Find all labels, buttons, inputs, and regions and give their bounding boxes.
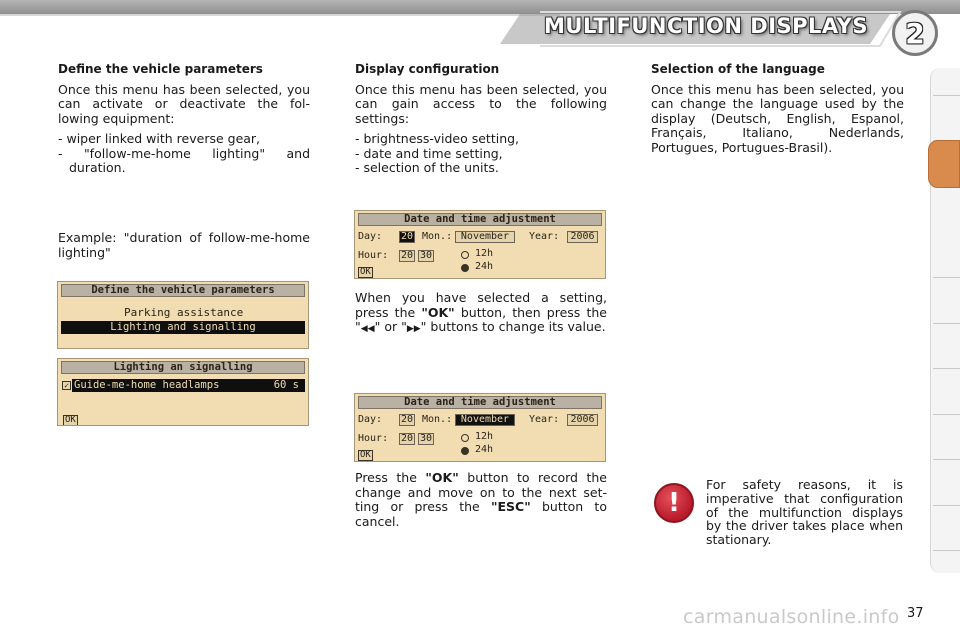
instruction-select-setting <box>355 291 607 337</box>
section-heading: Define the vehicle parameters <box>58 62 263 76</box>
tab-divider <box>933 323 960 324</box>
section-intro: Once this menu has been selected, you can gain access to the following settings: <box>355 81 607 126</box>
day-label: Day: <box>358 414 383 425</box>
hour-field: 20 <box>400 250 414 261</box>
hour-label: Hour: <box>358 250 389 261</box>
option-24h: 24h <box>475 444 494 455</box>
list-item: - date and time setting, <box>355 145 503 161</box>
hour-label: Hour: <box>358 433 389 444</box>
watermark: carmanualsonline.info <box>683 606 900 628</box>
ok-button: OK <box>65 415 76 425</box>
list-item: - brightness-video setting, <box>355 131 520 146</box>
page-number: 37 <box>907 606 924 621</box>
screen-title: Date and time adjustment <box>358 213 602 226</box>
tab-divider <box>933 368 960 369</box>
tab-divider <box>933 277 960 278</box>
esc-label: "ESC" <box>490 499 531 514</box>
tab-divider <box>933 414 960 415</box>
year-field: 2006 <box>567 231 598 243</box>
screen-title: Define the vehicle parameters <box>61 284 305 297</box>
safety-warning-text: For safety reasons, it is imperative that configuration of the multifunction displays by the driver takes place when stationary. <box>706 477 903 548</box>
radio-24h-icon <box>461 447 469 455</box>
settings-list <box>355 132 607 176</box>
ok-button: OK <box>360 267 371 277</box>
day-field: 20 <box>400 231 414 242</box>
date-time-screen-1 <box>354 210 606 279</box>
radio-24h-icon <box>461 264 469 272</box>
duration-value: 60 s <box>273 379 299 391</box>
month-label: Mon.: <box>422 414 453 425</box>
display-configuration-section <box>355 62 607 176</box>
vehicle-parameters-section <box>58 62 310 176</box>
exclamation-icon: ! <box>654 483 694 523</box>
day-field: 20 <box>400 414 414 425</box>
minute-field: 30 <box>419 433 433 444</box>
ok-label: "OK" <box>421 304 455 320</box>
language-section <box>651 62 904 155</box>
page-title: MULTIFUNCTION DISPLAYS <box>544 14 868 38</box>
tab-divider <box>933 505 960 506</box>
equipment-list <box>58 132 310 176</box>
day-label: Day: <box>358 231 383 242</box>
minute-field: 30 <box>419 250 433 261</box>
year-label: Year: <box>529 231 560 242</box>
example-caption <box>58 231 310 260</box>
list-item: - selection of the units. <box>355 160 499 175</box>
instruction-text: Press the "OK" button to record the change and move on to the next set-ting or press the "ESC" button to cancel. <box>355 470 607 529</box>
option-24h: 24h <box>475 261 494 272</box>
tab-divider <box>933 550 960 551</box>
guide-me-home-row: Guide-me-home headlamps 60 s <box>72 379 305 392</box>
chapter-badge: 2 <box>892 10 938 56</box>
section-text: Once this menu has been selected, you can change the language used by the display (Deutsch, English, Espanol, Français, Italiano, Nederlands, Portugues, Portugues-Brasil). <box>651 81 904 155</box>
date-time-screen-2 <box>354 393 606 462</box>
month-field: November <box>455 231 515 243</box>
radio-12h-icon <box>461 251 469 259</box>
option-12h: 12h <box>475 248 494 259</box>
section-intro: Once this menu has been selected, you can activate or deactivate the fol-lowing equipment: <box>58 81 310 126</box>
menu-item-parking-assistance: Parking assistance <box>124 306 244 319</box>
ok-label: "OK" <box>425 470 459 485</box>
screen-title: Lighting an signalling <box>61 361 305 374</box>
tab-divider <box>933 95 960 96</box>
ok-button: OK <box>360 450 371 460</box>
month-field: November <box>455 414 515 426</box>
hour-field: 20 <box>400 433 414 444</box>
instruction-record-change <box>355 471 607 529</box>
menu-item-lighting-selected: Lighting and signalling <box>61 321 305 334</box>
list-item: - "follow-me-home lighting" and duration. <box>58 145 311 175</box>
fast-forward-icon: ▶▶ <box>406 324 421 334</box>
tab-divider <box>933 459 960 460</box>
section-heading: Selection of the language <box>651 62 825 76</box>
section-heading: Display configuration <box>355 62 500 76</box>
header-band <box>0 0 960 50</box>
active-chapter-tab <box>928 140 960 188</box>
radio-12h-icon <box>461 434 469 442</box>
screen-title: Date and time adjustment <box>358 396 602 409</box>
rewind-icon: ◀◀ <box>360 324 375 334</box>
example-text: Example: "duration of follow-me-home lighting" <box>58 230 310 260</box>
checkbox-icon: ✓ <box>62 381 71 390</box>
option-12h: 12h <box>475 431 494 442</box>
lighting-screen <box>57 358 309 426</box>
list-item: - wiper linked with reverse gear, <box>58 131 261 146</box>
instruction-text: When you have selected a setting, press the "OK" button, then press the "◀◀" or "▶▶" buttons to change its value. <box>355 290 607 334</box>
year-label: Year: <box>529 414 560 425</box>
vehicle-parameters-screen <box>57 281 309 349</box>
year-field: 2006 <box>567 414 598 426</box>
month-label: Mon.: <box>422 231 453 242</box>
